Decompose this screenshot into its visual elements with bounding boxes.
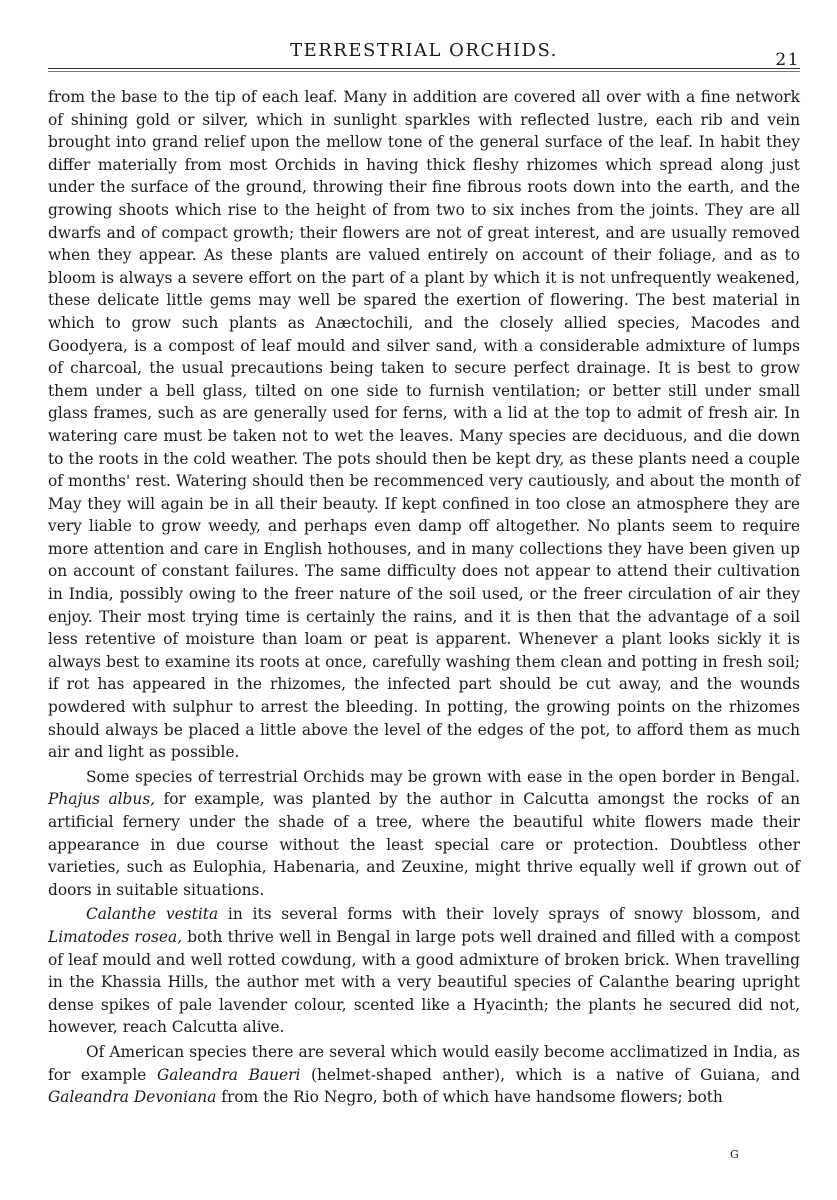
species-name: Galeandra Devoniana xyxy=(48,1088,217,1107)
body-text xyxy=(48,86,800,1109)
text-span: for example, was planted by the author in Calcutta amongst the rocks of an artificial fernery under the shade of a tree, where the beautiful white flowers made their appearance in due course without the least special care or protection. Doubtless other varieties, such as Eulophia, Habenaria, and Zeuxine, might thrive equally well if grown out of doors in suitable situations. xyxy=(48,790,800,899)
text-span: in its several forms with their lovely sprays of snowy blossom, and xyxy=(218,905,800,924)
species-name: Calanthe vestita xyxy=(86,905,219,924)
paragraph-2 xyxy=(48,766,800,902)
text-span: Of American species there are several which would easily become acclimatized in India, as for example xyxy=(48,1042,800,1084)
species-name: Phajus albus, xyxy=(48,790,156,809)
species-name: Limatodes rosea, xyxy=(48,927,183,946)
header-rule xyxy=(48,68,800,72)
species-name: Galeandra Baueri xyxy=(157,1065,301,1084)
text-span: Some species of terrestrial Orchids may be grown with ease in the open border in Bengal. xyxy=(86,767,800,786)
signature-mark: G xyxy=(730,1148,739,1161)
text-span: both thrive well in Bengal in large pots well drained and filled with a compost of leaf mould and well rotted cowdung, with a good admixture of broken brick. When travelling in the Khassia Hills, the author met with a very beautiful species of Calanthe bearing upright dense spikes of pale lavender colour, scented like a Hyacinth; the plants he secured did not, however, reach Calcutta alive. xyxy=(48,927,801,1037)
paragraph-3 xyxy=(48,903,800,1039)
text-span: (helmet-shaped anther), which is a native of Guiana, and xyxy=(300,1065,800,1084)
book-page xyxy=(48,36,800,1109)
paragraph-1: from the base to the tip of each leaf. Many in addition are covered all over with a fine network of shining gold or silver, which in sunlight sparkles with reflected lustre, each rib and vein brought into grand relief upon the mellow tone of the general surface of the leaf. In habit they differ materially from most Orchids in having thick fleshy rhizomes which spread along just under the surface of the ground, throwing their fine fibrous roots down into the earth, and the growing shoots which rise to the height of from two to six inches from the joints. They are all dwarfs and of compact growth; their flowers are not of great interest, and are usually removed when they appear. As these plants are valued entirely on account of their foliage, and as to bloom is always a severe effort on the part of a plant by which it is not unfrequently weakened, these delicate little gems may well be spared the exertion of flowering. The best material in which to grow such plants as Anæctochili, and the closely allied species, Macodes and Goodyera, is a compost of leaf mould and silver sand, with a considerable admixture of lumps of charcoal, the usual precautions being taken to secure perfect drainage. It is best to grow them under a bell glass, tilted on one side to furnish ventilation; or better still under small glass frames, such as are generally used for ferns, with a lid at the top to admit of fresh air. In watering care must be taken not to wet the leaves. Many species are deciduous, and die down to the roots in the cold weather. The pots should then be kept dry, as these plants need a couple of months' rest. Watering should then be recommenced very cautiously, and about the month of May they will again be in all their beauty. If kept confined in too close an atmosphere they are very liable to grow weedy, and perhaps even damp off altogether. No plants seem to require more attention and care in English hothouses, and in many collections they have been given up on account of constant failures. The same difficulty does not appear to attend their cultivation in India, possibly owing to the freer nature of the soil used, or the freer circulation of air they enjoy. Their most trying time is certainly the rains, and it is then that the advantage of a soil less retentive of moisture than loam or peat is apparent. Whenever a plant looks sickly it is always best to examine its roots at once, carefully washing them clean and potting in fresh soil; if rot has appeared in the rhizomes, the infected part should be cut away, and the wounds powdered with sulphur to arrest the bleeding. In potting, the growing points on the rhizomes should always be placed a little above the level of the edges of the pot, to afford them as much air and light as possible. xyxy=(48,88,800,762)
chapter-title: TERRESTRIAL ORCHIDS. xyxy=(290,40,558,61)
page-number: 21 xyxy=(775,50,800,70)
text-span: from the Rio Negro, both of which have handsome flowers; both xyxy=(216,1088,723,1107)
running-header xyxy=(48,36,800,70)
paragraph-4 xyxy=(48,1041,800,1109)
